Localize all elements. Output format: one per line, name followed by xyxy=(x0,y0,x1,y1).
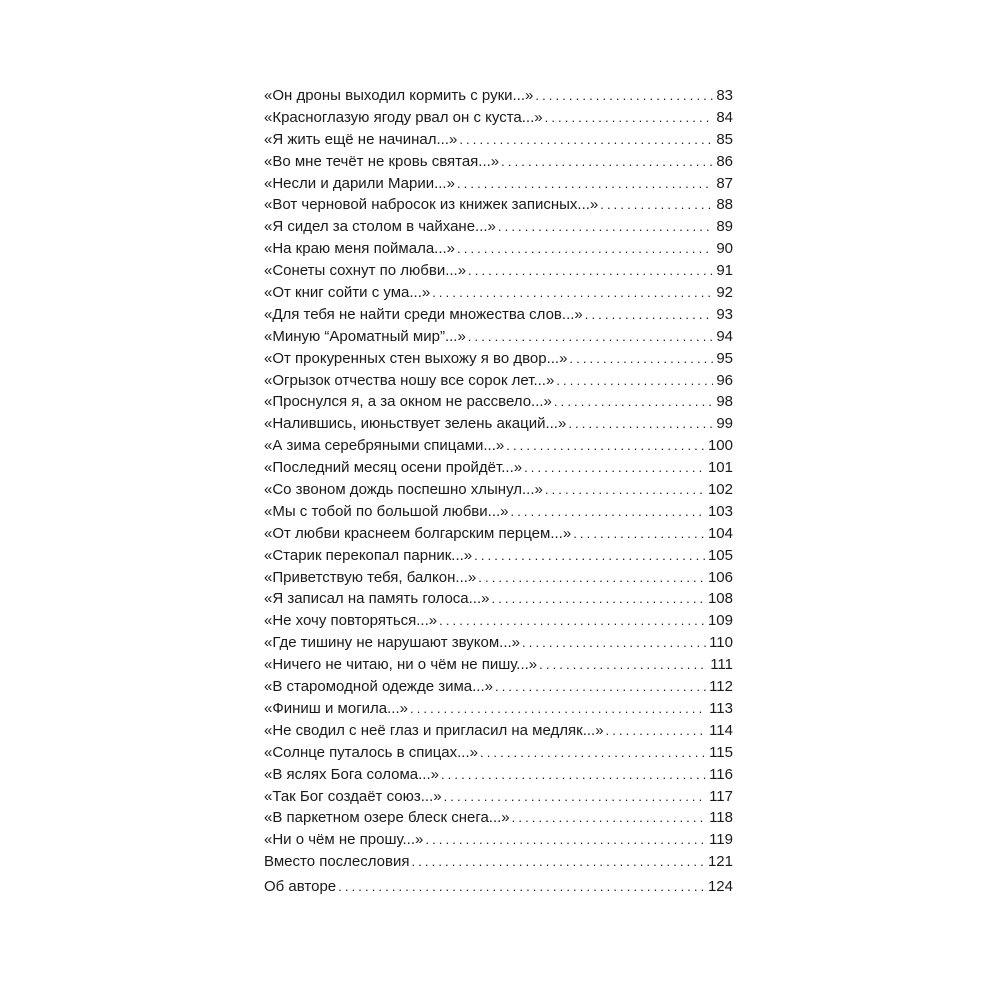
toc-entry-title: «Я сидел за столом в чайхане...» xyxy=(264,218,496,236)
toc-entry-page-number: 98 xyxy=(716,393,733,411)
toc-dot-leader xyxy=(410,698,706,720)
toc-entry xyxy=(264,676,733,698)
toc-entry xyxy=(264,829,733,851)
toc-entry xyxy=(264,216,733,238)
toc-dot-leader xyxy=(522,632,706,654)
toc-entry xyxy=(264,851,733,873)
toc-entry-page-number: 85 xyxy=(716,130,733,148)
toc-entry-page-number: 90 xyxy=(716,240,733,258)
toc-entry-page-number: 102 xyxy=(707,481,733,499)
toc-entry xyxy=(264,194,733,216)
toc-entry xyxy=(264,479,733,501)
toc-entry-page-number: 110 xyxy=(709,634,733,652)
toc-entry-title: «От книг сойти с ума...» xyxy=(264,284,431,302)
toc-entry-page-number: 86 xyxy=(716,152,733,170)
toc-entry xyxy=(264,85,733,107)
toc-entry-page-number: 109 xyxy=(707,612,733,630)
toc-entry xyxy=(264,413,733,435)
toc-dot-leader xyxy=(545,107,714,129)
toc-entry-page-number: 93 xyxy=(716,305,733,323)
toc-entry-title: «Со звоном дождь поспешно хлынул...» xyxy=(264,481,543,499)
toc-entry xyxy=(264,698,733,720)
toc-entry-title: «Так Бог создаёт союз...» xyxy=(264,787,442,805)
toc-entry-title: «От любви краснеем болгарским перцем...» xyxy=(264,524,572,542)
toc-dot-leader xyxy=(498,216,713,238)
toc-entry-title: «Не хочу повторяться...» xyxy=(264,612,438,630)
toc-entry-title: «Несли и дарили Марии...» xyxy=(264,174,455,192)
toc-dot-leader xyxy=(539,654,707,676)
toc-dot-leader xyxy=(556,370,713,392)
toc-entry-title: «Миную “Ароматный мир”...» xyxy=(264,327,466,345)
toc-entry xyxy=(264,260,733,282)
toc-entry-title: «Где тишину не нарушают звуком...» xyxy=(264,634,521,652)
toc-entry-title: «В старомодной одежде зима...» xyxy=(264,678,493,696)
toc-entry-title: «Проснулся я, а за окном не рассвело...» xyxy=(264,393,552,411)
toc-entry xyxy=(264,523,733,545)
toc-entry xyxy=(264,807,733,829)
toc-entry-title: «Ни о чём не прошу...» xyxy=(264,831,424,849)
toc-dot-leader xyxy=(545,479,705,501)
toc-entry xyxy=(264,370,733,392)
toc-entry xyxy=(264,391,733,413)
toc-dot-leader xyxy=(480,742,706,764)
toc-entry-title: «Налившись, июньствует зелень акаций...» xyxy=(264,415,567,433)
toc-dot-leader xyxy=(600,194,713,216)
toc-entry-title: Вместо послесловия xyxy=(264,853,410,871)
toc-entry xyxy=(264,238,733,260)
toc-entry-page-number: 119 xyxy=(709,831,733,849)
toc-dot-leader xyxy=(441,764,706,786)
toc-entry xyxy=(264,567,733,589)
toc-entry-page-number: 101 xyxy=(707,459,733,477)
toc-dot-leader xyxy=(606,720,707,742)
toc-dot-leader xyxy=(338,876,705,898)
toc-entry-page-number: 112 xyxy=(709,678,733,696)
toc-entry-title: «Солнце путалось в спицах...» xyxy=(264,743,478,761)
toc-dot-leader xyxy=(468,326,714,348)
toc-dot-leader xyxy=(506,435,705,457)
toc-entry-page-number: 118 xyxy=(709,809,733,827)
toc-entry xyxy=(264,610,733,632)
toc-entry-page-number: 94 xyxy=(716,327,733,345)
toc-dot-leader xyxy=(535,85,713,107)
toc-entry-page-number: 96 xyxy=(716,371,733,389)
toc-entry-page-number: 124 xyxy=(707,878,733,896)
toc-entry-page-number: 116 xyxy=(709,765,733,783)
toc-dot-leader xyxy=(474,545,705,567)
toc-entry-title: «Ничего не читаю, ни о чём не пишу...» xyxy=(264,656,538,674)
toc-dot-leader xyxy=(524,457,705,479)
toc-dot-leader xyxy=(457,173,713,195)
toc-dot-leader xyxy=(573,523,705,545)
toc-entry-title: «Я жить ещё не начинал...» xyxy=(264,130,458,148)
toc-entry xyxy=(264,282,733,304)
toc-dot-leader xyxy=(585,304,714,326)
toc-entry-title: «Вот черновой набросок из книжек записных...» xyxy=(264,196,599,214)
toc-entry-page-number: 117 xyxy=(709,787,733,805)
toc-dot-leader xyxy=(425,829,706,851)
toc-dot-leader xyxy=(495,676,706,698)
toc-dot-leader xyxy=(501,151,713,173)
toc-entry-title: Об авторе xyxy=(264,878,337,896)
toc-entry-title: «Последний месяц осени пройдёт...» xyxy=(264,459,523,477)
toc-entry-page-number: 104 xyxy=(707,524,733,542)
toc-entry xyxy=(264,632,733,654)
toc-entry-title: «Он дроны выходил кормить с руки...» xyxy=(264,87,534,104)
toc-dot-leader xyxy=(511,501,705,523)
toc-dot-leader xyxy=(569,348,713,370)
toc-entry-page-number: 121 xyxy=(707,853,733,871)
toc-entry xyxy=(264,435,733,457)
toc-entry-page-number: 95 xyxy=(716,349,733,367)
toc-entry-page-number: 84 xyxy=(716,108,733,126)
toc-entry-title: «Старик перекопал парник...» xyxy=(264,546,473,564)
toc-entry-page-number: 87 xyxy=(716,174,733,192)
toc-dot-leader xyxy=(412,851,705,873)
toc-entry-page-number: 88 xyxy=(716,196,733,214)
toc-dot-leader xyxy=(491,588,704,610)
toc-entry-page-number: 113 xyxy=(709,699,733,717)
toc-dot-leader xyxy=(432,282,713,304)
toc-dot-leader xyxy=(568,413,713,435)
toc-entry xyxy=(264,173,733,195)
toc-entry xyxy=(264,151,733,173)
toc-entry xyxy=(264,876,733,898)
toc-entry-page-number: 91 xyxy=(716,262,733,280)
toc-entry-page-number: 83 xyxy=(716,87,733,104)
toc-entry xyxy=(264,588,733,610)
toc-entry-page-number: 92 xyxy=(716,284,733,302)
toc-entry xyxy=(264,720,733,742)
toc-entry-title: «Не сводил с неё глаз и пригласил на медляк...» xyxy=(264,721,604,739)
toc-entry-title: «А зима серебряными спицами...» xyxy=(264,437,505,455)
toc-entry-title: «Финиш и могила...» xyxy=(264,699,408,717)
toc-entry xyxy=(264,654,733,676)
toc-entry-title: «Мы с тобой по большой любви...» xyxy=(264,502,509,520)
toc-entry xyxy=(264,742,733,764)
toc-entry-page-number: 108 xyxy=(707,590,733,608)
toc-entry-title: «Огрызок отчества ношу все сорок лет...» xyxy=(264,371,555,389)
toc-entry-title: «Красноглазую ягоду рвал он с куста...» xyxy=(264,108,543,126)
toc-entry xyxy=(264,326,733,348)
toc-entry-page-number: 105 xyxy=(707,546,733,564)
table-of-contents xyxy=(264,85,733,898)
toc-entry xyxy=(264,348,733,370)
toc-entry-title: «Приветствую тебя, балкон...» xyxy=(264,568,477,586)
toc-entry xyxy=(264,501,733,523)
toc-entry-title: «В паркетном озере блеск снега...» xyxy=(264,809,510,827)
toc-entry xyxy=(264,545,733,567)
toc-dot-leader xyxy=(512,807,706,829)
toc-entry xyxy=(264,304,733,326)
toc-entry xyxy=(264,129,733,151)
toc-entry-page-number: 115 xyxy=(709,743,733,761)
toc-entry-page-number: 111 xyxy=(710,656,733,674)
toc-dot-leader xyxy=(468,260,713,282)
toc-entry xyxy=(264,457,733,479)
toc-entry-title: «Я записал на память голоса...» xyxy=(264,590,490,608)
toc-entry-page-number: 114 xyxy=(709,721,733,739)
toc-entry-title: «Сонеты сохнут по любви...» xyxy=(264,262,467,280)
toc-entry xyxy=(264,107,733,129)
toc-entry-title: «Во мне течёт не кровь святая...» xyxy=(264,152,500,170)
toc-dot-leader xyxy=(554,391,713,413)
toc-entry xyxy=(264,764,733,786)
toc-entry-title: «Для тебя не найти среди множества слов...» xyxy=(264,305,583,323)
toc-entry-page-number: 103 xyxy=(707,502,733,520)
toc-entry-title: «На краю меня поймала...» xyxy=(264,240,456,258)
toc-entry xyxy=(264,786,733,808)
toc-entry-title: «От прокуренных стен выхожу я во двор...» xyxy=(264,349,568,367)
toc-entry-page-number: 100 xyxy=(707,437,733,455)
toc-entry-page-number: 89 xyxy=(716,218,733,236)
toc-entry-title: «В яслях Бога солома...» xyxy=(264,765,439,783)
toc-dot-leader xyxy=(478,567,705,589)
toc-dot-leader xyxy=(444,786,707,808)
toc-dot-leader xyxy=(457,238,713,260)
toc-entry-page-number: 106 xyxy=(707,568,733,586)
toc-entry-page-number: 99 xyxy=(716,415,733,433)
toc-dot-leader xyxy=(439,610,705,632)
toc-dot-leader xyxy=(459,129,713,151)
